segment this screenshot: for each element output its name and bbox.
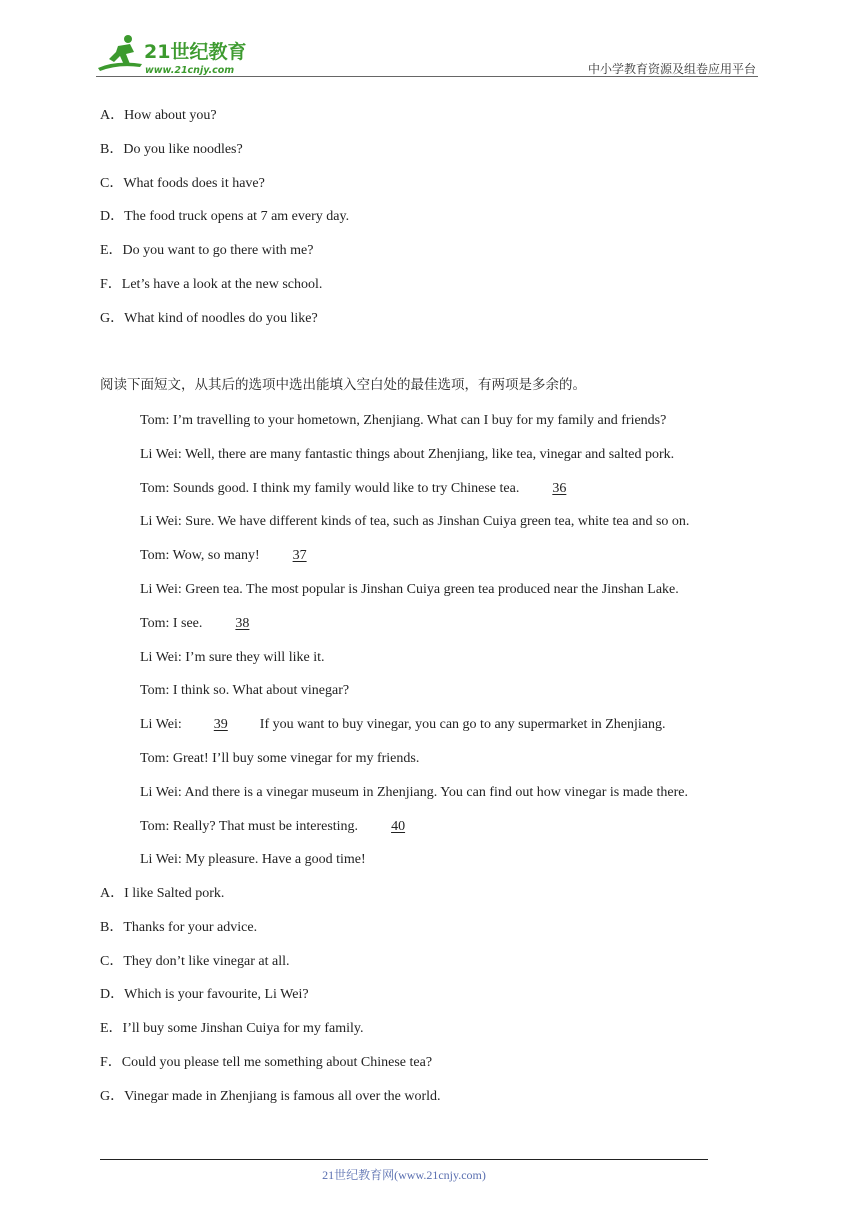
answer-option: F．Could you please tell me something about Chinese tea?: [100, 1055, 433, 1070]
answer-option: C．They don’t like vinegar at all.: [100, 953, 290, 969]
footer-divider: [100, 1159, 708, 1160]
dialogue-text: Li Wei: Well, there are many fantastic things about Zhenjiang, like tea, vinegar and salted pork.: [140, 446, 675, 462]
answer-option: A．I like Salted pork.: [100, 886, 225, 901]
page-header: [96, 34, 758, 78]
dialogue-line: [140, 581, 679, 599]
dialogue-line: [140, 412, 666, 430]
logo-url-text: www.21cnjy.com: [145, 65, 235, 76]
answer-option: B．Thanks for your advice.: [100, 919, 258, 935]
dialogue-line: [140, 547, 307, 565]
dialogue-text: Tom: I see.: [140, 615, 203, 631]
dialogue-text: Tom: Sounds good. I think my family would like to try Chinese tea.: [140, 480, 520, 496]
dialogue-line: [140, 851, 366, 869]
dialogue-line: [140, 649, 324, 667]
answer-blank: 39: [213, 717, 228, 733]
answer-option: D．The food truck opens at 7 am every day.: [100, 209, 350, 225]
answer-blank: 37: [292, 548, 307, 564]
dialogue-line: [140, 446, 674, 464]
answer-option: G．Vinegar made in Zhenjiang is famous all over the world.: [100, 1088, 441, 1104]
dialogue-line: [140, 750, 419, 768]
dialogue-line: [140, 480, 566, 498]
answer-option: C．What foods does it have?: [100, 175, 265, 191]
dialogue-text: Tom: Wow, so many!: [140, 548, 260, 564]
answer-blank: 40: [391, 818, 406, 834]
dialogue-text: Tom: I think so. What about vinegar?: [140, 683, 350, 699]
dialogue-line: [140, 615, 249, 633]
dialogue-line: [140, 513, 689, 531]
logo-main-text: 21世纪教育: [144, 41, 247, 63]
dialogue-text: Li Wei: Sure. We have different kinds of tea, such as Jinshan Cuiya green tea, white tea and so on.: [140, 514, 690, 530]
header-platform-text: 中小学教育资源及组卷应用平台: [587, 62, 756, 76]
dialogue-text: If you want to buy vinegar, you can go to any supermarket in Zhenjiang.: [259, 717, 666, 733]
answer-option: G．What kind of noodles do you like?: [100, 310, 318, 326]
dialogue-text: Tom: Great! I’ll buy some vinegar for my friends.: [140, 751, 420, 766]
answer-option: A．How about you?: [100, 108, 217, 123]
dialogue-text: Li Wei: And there is a vinegar museum in Zhenjiang. You can find out how vinegar is made there.: [140, 784, 688, 800]
dialogue-line: [140, 818, 405, 836]
answer-blank: 36: [552, 480, 567, 496]
dialogue-line: [140, 716, 666, 734]
dialogue-line: [140, 784, 688, 802]
answer-option: F．Let’s have a look at the new school.: [100, 277, 323, 292]
dialogue-text: Li Wei: My pleasure. Have a good time!: [140, 852, 366, 868]
instruction-text: 阅读下面短文，从其后的选项中选出能填入空白处的最佳选项，有两项是多余的。: [100, 377, 586, 393]
dialogue-text: Tom: Really? That must be interesting.: [140, 818, 359, 834]
answer-option: B．Do you like noodles?: [100, 141, 243, 157]
answer-blank: 38: [235, 615, 250, 631]
dialogue-text: Li Wei: Green tea. The most popular is Jinshan Cuiya green tea produced near the Jinshan Lake.: [140, 582, 679, 597]
site-logo: [96, 34, 266, 76]
dialogue-line: [140, 682, 349, 700]
running-figure-icon: [98, 35, 142, 71]
footer-text: 21世纪教育网(www.21cnjy.com): [322, 1168, 486, 1182]
header-divider: [96, 76, 758, 77]
dialogue-text: Li Wei:: [140, 717, 182, 733]
answer-option: E．I’ll buy some Jinshan Cuiya for my family.: [100, 1021, 364, 1037]
answer-option: E．Do you want to go there with me?: [100, 243, 314, 259]
answer-option: D．Which is your favourite, Li Wei?: [100, 987, 309, 1003]
dialogue-text: Li Wei: I’m sure they will like it.: [140, 649, 325, 665]
dialogue-text: Tom: I’m travelling to your hometown, Zhenjiang. What can I buy for my family and friends?: [140, 413, 667, 428]
